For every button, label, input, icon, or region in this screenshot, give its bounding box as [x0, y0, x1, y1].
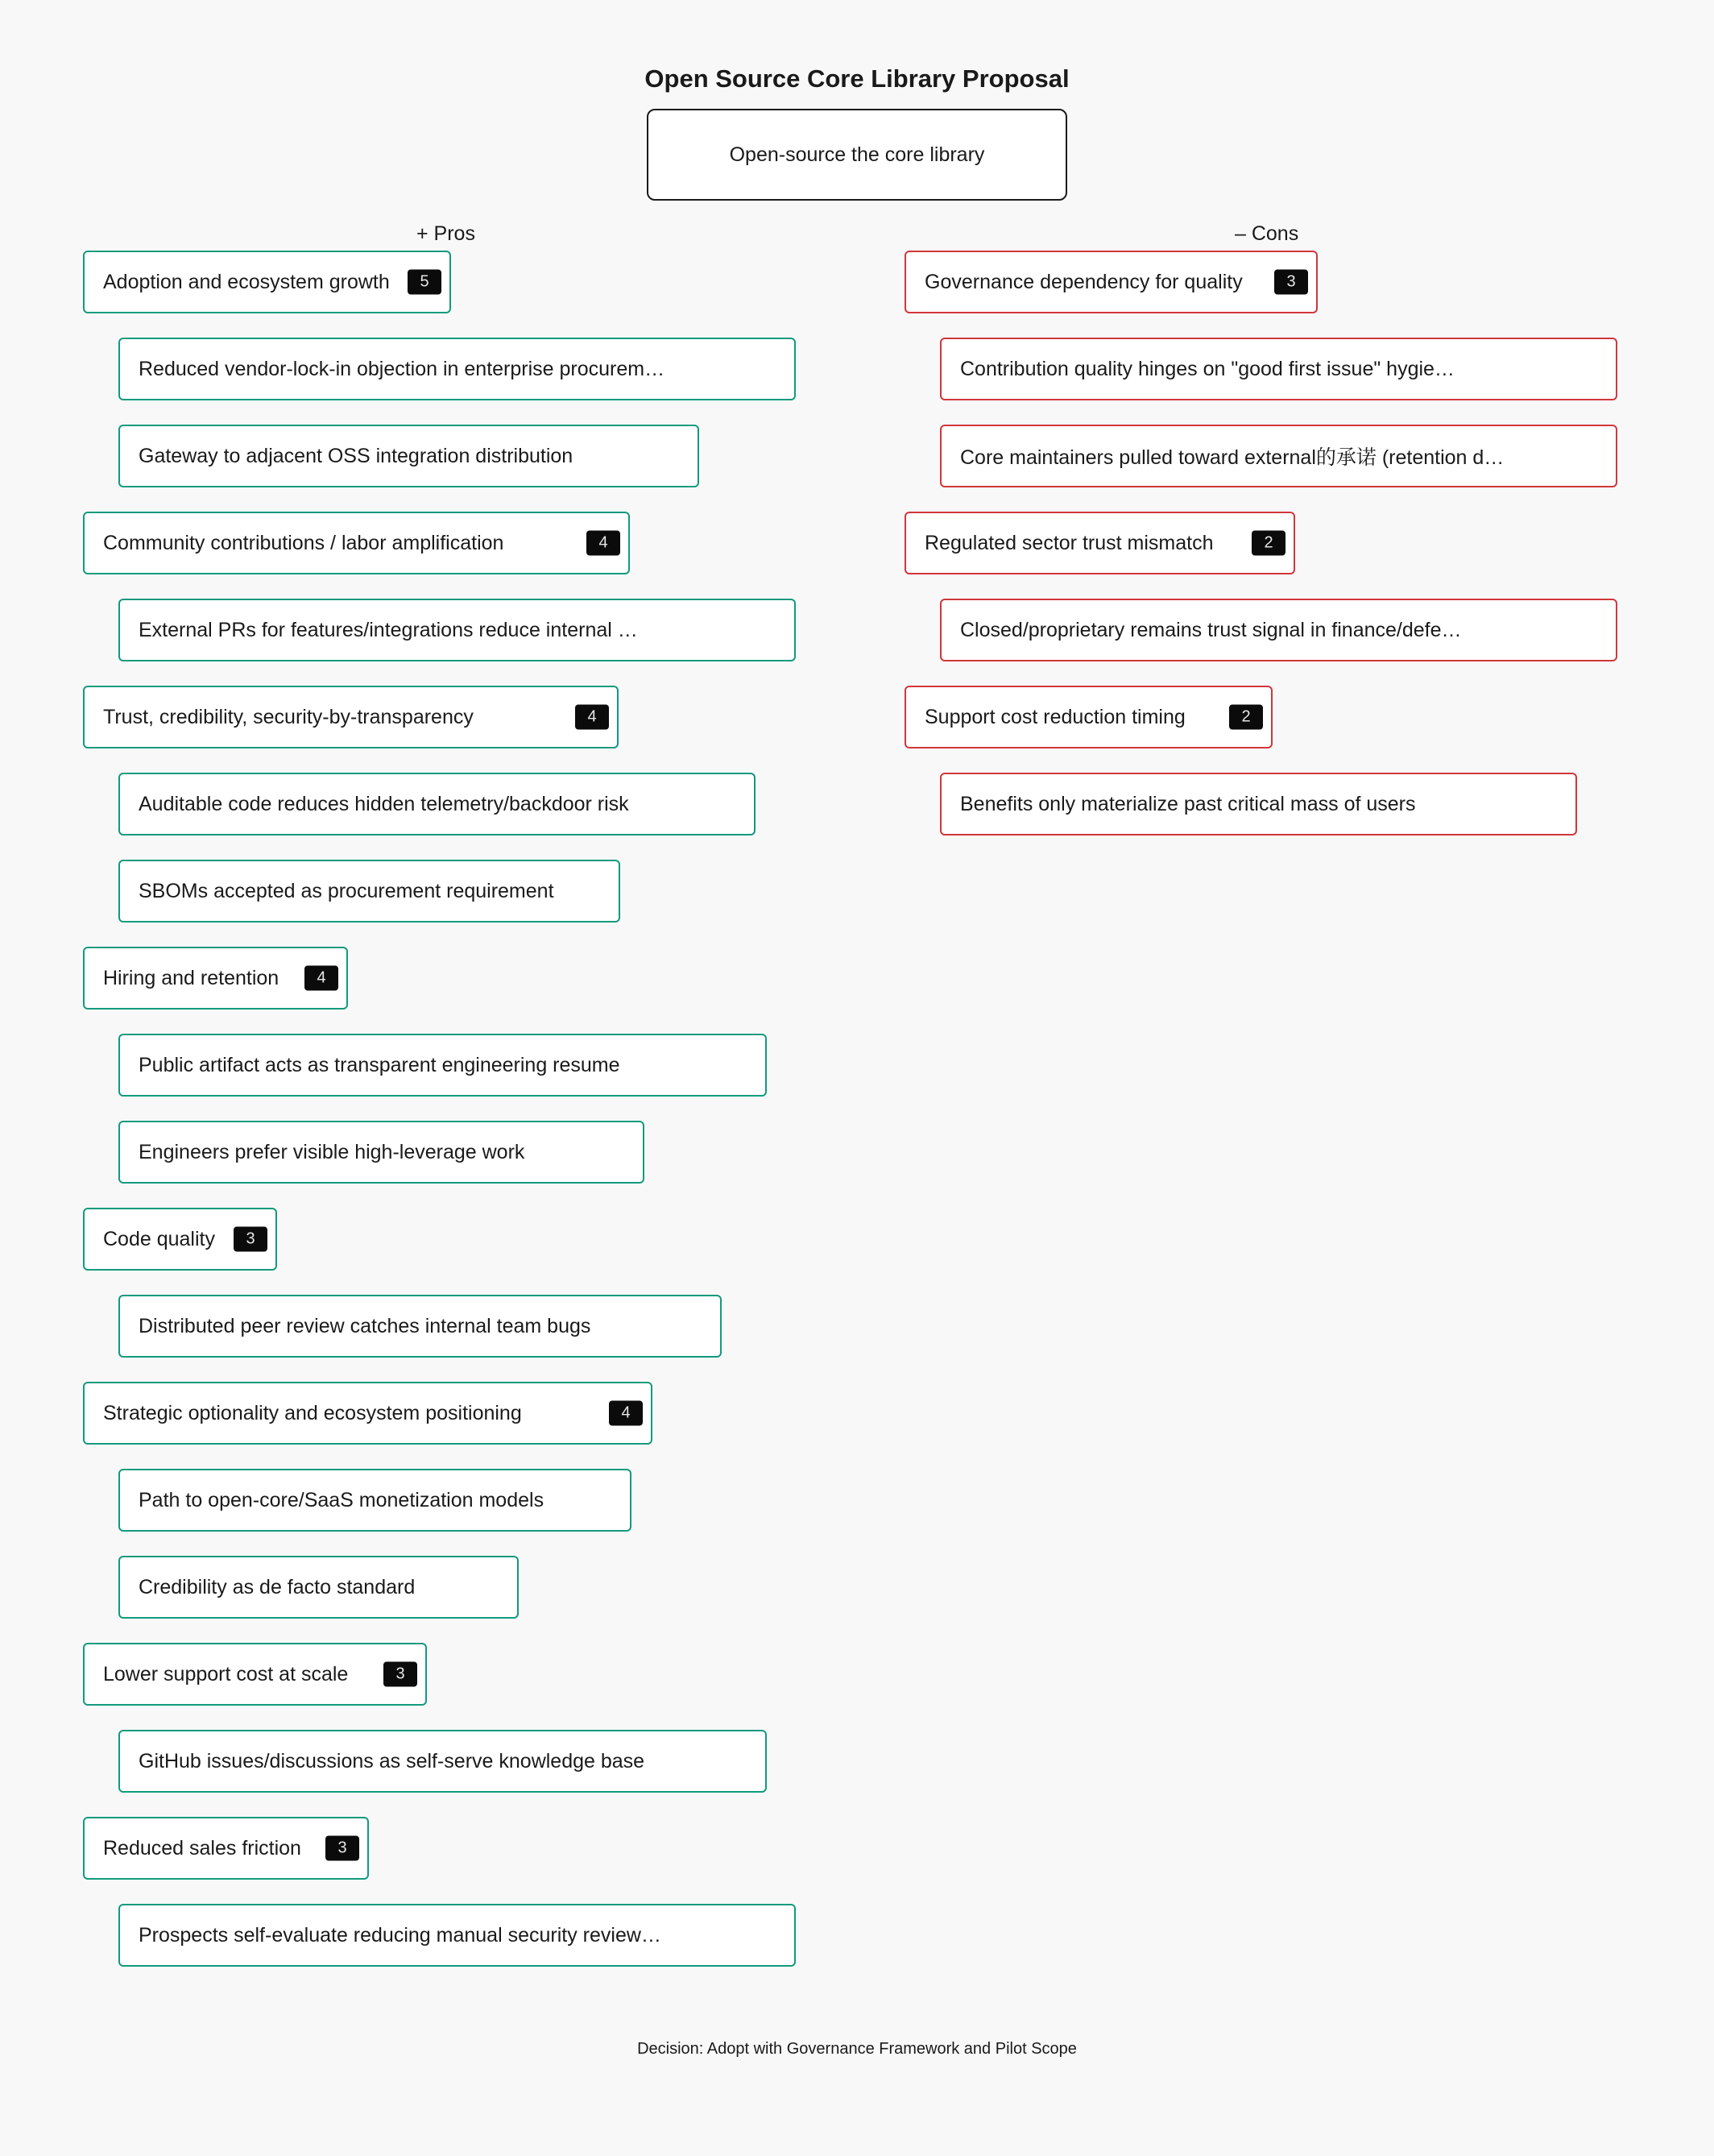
- pro-node-label: Community contributions / labor amplification: [103, 531, 504, 554]
- pro-node-strategic-optionality-and-ecosystem-posi: [83, 1382, 652, 1445]
- pro-node-label: Code quality: [103, 1227, 215, 1250]
- pro-node-label: Gateway to adjacent OSS integration distribution: [139, 444, 573, 467]
- pro-node-label: Reduced sales friction: [103, 1836, 301, 1860]
- count-badge: 3: [383, 1662, 417, 1687]
- pro-node-lower-support-cost-at-scale: [83, 1643, 427, 1706]
- con-node-label: Contribution quality hinges on "good first issue" hygie…: [960, 357, 1455, 380]
- pro-node-label: Trust, credibility, security-by-transparency: [103, 705, 474, 728]
- diagram-title: Open Source Core Library Proposal: [644, 64, 1070, 93]
- count-badge: 3: [234, 1227, 267, 1252]
- con-node-label: Closed/proprietary remains trust signal in finance/defe…: [960, 618, 1462, 641]
- pro-node-path-to-open-core-saas-monetization-mode: [118, 1469, 631, 1532]
- con-node-governance-dependency-for-quality: [905, 251, 1318, 313]
- pro-node-label: Engineers prefer visible high-leverage work: [139, 1140, 525, 1163]
- pro-node-credibility-as-de-facto-standard: [118, 1556, 519, 1619]
- pro-node-adoption-and-ecosystem-growth: [83, 251, 451, 313]
- count-badge: 3: [325, 1836, 359, 1861]
- root-node: [647, 109, 1067, 201]
- pro-node-trust-credibility-security-by-transparen: [83, 686, 619, 748]
- pro-node-label: Public artifact acts as transparent engineering resume: [139, 1053, 620, 1076]
- pro-node-label: Reduced vendor-lock-in objection in enterprise procurem…: [139, 357, 665, 380]
- pro-node-label: Path to open-core/SaaS monetization models: [139, 1488, 544, 1511]
- con-node-label: Governance dependency for quality: [925, 270, 1243, 293]
- pro-node-github-issues-discussions-as-self-serve-: [118, 1730, 767, 1793]
- con-node-label: Regulated sector trust mismatch: [925, 531, 1214, 554]
- pro-node-label: External PRs for features/integrations reduce internal …: [139, 618, 638, 641]
- pro-node-gateway-to-adjacent-oss-integration-dist: [118, 425, 699, 487]
- count-badge: 4: [304, 966, 338, 991]
- pro-node-label: SBOMs accepted as procurement requirement: [139, 879, 554, 902]
- pro-node-prospects-self-evaluate-reducing-manual-: [118, 1904, 796, 1967]
- count-badge: 4: [586, 531, 620, 556]
- pro-node-label: Prospects self-evaluate reducing manual security review…: [139, 1923, 661, 1947]
- count-badge: 2: [1229, 705, 1263, 730]
- cons-column-label: – Cons: [1235, 222, 1299, 245]
- pro-node-community-contributions-labor-amplificat: [83, 512, 630, 574]
- con-node-closed-proprietary-remains-trust-signal-: [940, 599, 1617, 661]
- con-node-contribution-quality-hinges-on-good-firs: [940, 338, 1617, 400]
- con-node-label: Benefits only materialize past critical mass of users: [960, 792, 1416, 815]
- pro-node-auditable-code-reduces-hidden-telemetry-: [118, 773, 756, 835]
- pro-node-label: Adoption and ecosystem growth: [103, 270, 390, 293]
- pro-node-label: Strategic optionality and ecosystem positioning: [103, 1401, 522, 1424]
- decision-footer: Decision: Adopt with Governance Framework and Pilot Scope: [637, 2040, 1077, 2058]
- pro-node-label: GitHub issues/discussions as self-serve knowledge base: [139, 1749, 645, 1772]
- pro-node-label: Credibility as de facto standard: [139, 1575, 416, 1598]
- pro-node-reduced-vendor-lock-in-objection-in-ente: [118, 338, 796, 400]
- pro-node-code-quality: [83, 1208, 277, 1271]
- pro-node-external-prs-for-features-integrations-r: [118, 599, 796, 661]
- count-badge: 2: [1252, 531, 1286, 556]
- pro-node-label: Lower support cost at scale: [103, 1662, 349, 1685]
- count-badge: 4: [575, 705, 609, 730]
- pro-node-reduced-sales-friction: [83, 1817, 369, 1880]
- pro-node-hiring-and-retention: [83, 947, 348, 1010]
- pro-node-engineers-prefer-visible-high-leverage-w: [118, 1121, 644, 1184]
- pro-node-distributed-peer-review-catches-internal: [118, 1295, 722, 1358]
- count-badge: 3: [1274, 270, 1308, 295]
- con-node-label: Support cost reduction timing: [925, 705, 1186, 728]
- pro-node-sboms-accepted-as-procurement-requiremen: [118, 860, 620, 923]
- count-badge: 5: [408, 270, 441, 295]
- pros-column-label: + Pros: [416, 222, 475, 245]
- con-node-benefits-only-materialize-past-critical-: [940, 773, 1577, 835]
- root-node-label: Open-source the core library: [729, 143, 985, 166]
- con-node-regulated-sector-trust-mismatch: [905, 512, 1295, 574]
- con-node-support-cost-reduction-timing: [905, 686, 1273, 748]
- pro-node-label: Distributed peer review catches internal team bugs: [139, 1314, 591, 1337]
- count-badge: 4: [609, 1401, 643, 1426]
- con-node-label: Core maintainers pulled toward external的承诺 (retention d…: [960, 446, 1505, 469]
- pro-node-public-artifact-acts-as-transparent-engi: [118, 1034, 767, 1097]
- pro-node-label: Auditable code reduces hidden telemetry/backdoor risk: [139, 792, 629, 815]
- con-node-core-maintainers-pulled-toward-external-: [940, 425, 1617, 487]
- pro-node-label: Hiring and retention: [103, 966, 279, 989]
